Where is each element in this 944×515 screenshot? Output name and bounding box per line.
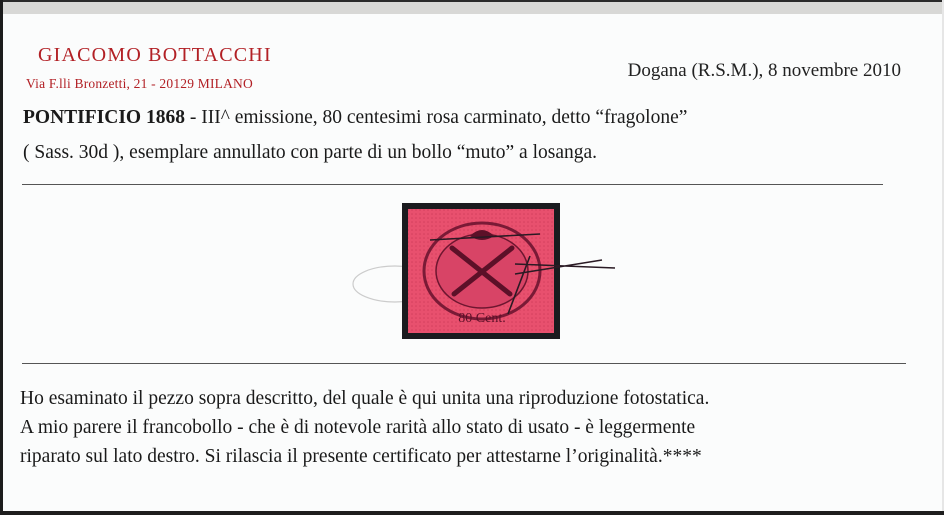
place-date: Dogana (R.S.M.), 8 novembre 2010 [627,60,901,81]
issuer-name: GIACOMO BOTTACCHI [38,44,272,66]
description-title: PONTIFICIO 1868 [23,107,185,128]
description-line-2: ( Sass. 30d ), esemplare annullato con parte di un bollo “muto” a losanga. [23,142,598,163]
stamp-image [330,196,630,346]
top-scan-bar [3,2,942,14]
left-edge [0,0,3,515]
issuer-address: Via F.lli Bronzetti, 21 - 20129 MILANO [26,76,253,91]
statement-line-3: riparato sul lato destro. Si rilascia il presente certificato per attestarne l’originalità.**** [20,446,702,467]
statement-line-2: A mio parere il francobollo - che è di notevole rarità allo stato di usato - è leggermente [20,417,696,438]
divider-bottom [22,363,906,364]
divider-top [22,184,883,185]
description-line-1 [23,107,687,129]
description-line-1-text: - III^ emissione, 80 centesimi rosa carminato, detto “fragolone” [184,107,688,128]
bottom-edge [0,511,944,515]
stamp-denomination: 80 Cent. [458,311,506,326]
statement-line-1: Ho esaminato il pezzo sopra descritto, del quale è qui unita una riproduzione fotostatica. [20,388,710,409]
stamp-illustration [330,196,630,346]
